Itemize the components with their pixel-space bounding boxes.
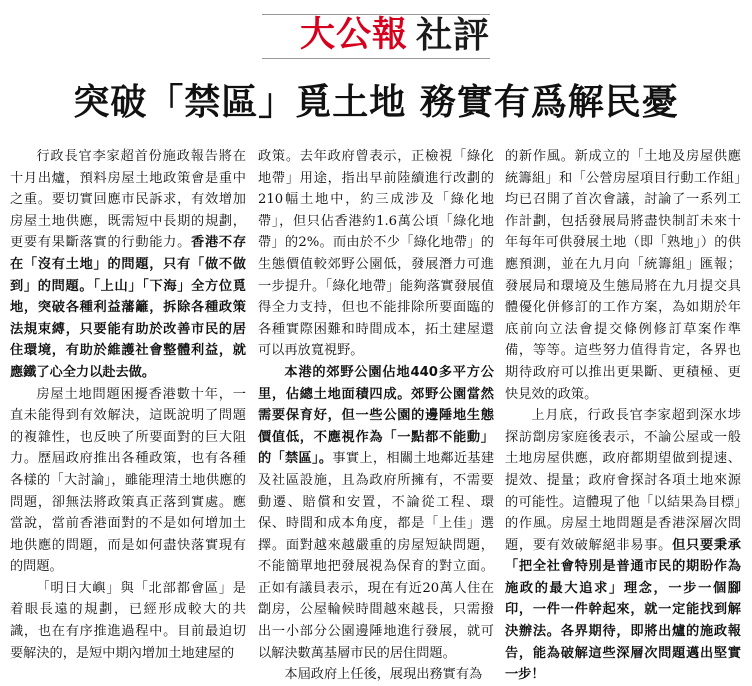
headline: 突破「禁區」覓土地 務實有爲解民憂 xyxy=(73,82,679,123)
paragraph-bold-text: 本港的郊野公園佔地440多平方公里，佔總土地面積四成。郊野公園當然需要保育好，但一些公園的邊陲地生態價值低，不應視作為「一點都不能動」的「禁區」。 xyxy=(258,364,494,467)
paragraph xyxy=(10,146,246,384)
paragraph-bold-text: 香港不存在「沒有土地」的問題，只有「做不做到」的問題。「上山」「下海」全方位覓地，突破各種利益藩籬，拆除各種政策法規束縛，只要能有助於改善市民的居住環境，有助於維護社會整體利益，就應鐵了心全力以赴去做。 xyxy=(10,235,247,380)
section-name: 社評 xyxy=(416,13,491,56)
article-column-3 xyxy=(505,146,741,683)
paragraph: 本屆政府上任後，展現出務實有為 xyxy=(284,667,483,683)
paragraph-text: 行政長官李家超首份施政報告將在十月出爐，預料房屋土地政策會是重中之重。要切實回應市民訴求，有效增加房屋土地供應，既需短中長期的規劃，更要有果斷落實的行動能力。 xyxy=(10,149,246,251)
paragraph-bold-text: 但只要秉承「把全社會特別是普通市民的期盼作為施政的最大追求」理念，一步一個腳印，一件一件幹起來，就一定能找到解決辦法。各界期待，即將出爐的施政報告，能為破解這些深層次問題邁出堅實一步！ xyxy=(505,537,741,683)
paragraph-text: 事實上，相關土地鄰近基建及社區設施，且為政府所擁有，不需要動遷、賠償和安置，不論從工程、環保、時間和成本角度，都是「上佳」選擇。面對越來越嚴重的房屋短缺問題，不能簡單地把發展視為保育的對立面。正如有議員表示，現在有近20萬人住在劏房，公屋輪候時間越來越長，只需撥出一小部分公園邊陲地進行發展，就可以解決數萬基層市民的居住問題。 xyxy=(258,451,495,661)
paragraph: 的新作風。新成立的「土地及房屋供應統籌組」和「公營房屋項目行動工作組」均已召開了首次會議，討論了一系列工作計劃，包括發展局將盡快制訂未來十年每年可供發展土地（即「熟地」）的供應預測，並在九月向「統籌組」匯報；發展局和環境及生態局將在九月提交具體優化併修訂的工作方案，為如期於年底前向立法會提交條例修訂草案作準備，等等。這些努力值得肯定，各界也期待政府可以推出更果斷、更積極、更快見效的政策。 xyxy=(505,149,741,402)
masthead-bottom-rule xyxy=(262,58,490,59)
paragraph-text: 上月底，行政長官李家超到深水埗探訪劏房家庭後表示，不論公屋或一般土地房屋供應，政府都期望做到提速、提效、提量；政府會探討各項土地來源的可能性。這體現了他「以結果為目標」的作風。房屋土地問題是香港深層次問題，要有效破解絕非易事。 xyxy=(505,408,741,553)
article-column-1 xyxy=(10,146,247,661)
paragraph xyxy=(258,362,494,664)
paragraph: 「明日大嶼」與「北部都會區」是着眼長遠的規劃，已經形成較大的共識，也在有序推進過程中。目前最迫切要解決的，是短中期內增加土地建屋的 xyxy=(10,580,246,661)
paragraph: 政策。去年政府曾表示，正檢視「綠化地帶」用途，指出早前陸續進行改劃的210幅土地中，約三成涉及「綠化地帶」，但只佔香港約1.6萬公頃「綠化地帶」的2%。而由於不少「綠化地帶」的生態價值較郊野公園低，發展潛力可進一步提升。「綠化地帶」能夠落實發展值得全力支持，但也不能排除所要面臨的各種實際困難和時間成本，拓土建屋還可以再放寬視野。 xyxy=(258,149,494,359)
masthead-logo xyxy=(300,8,490,56)
paper-name-logo: 大公報 xyxy=(300,14,409,55)
paragraph: 房屋土地問題困擾香港數十年，一直未能得到有效解決，這既說明了問題的複雜性，也反映了所要面對的巨大阻力。歷屆政府推出各種政策，也有各種各樣的「大討論」，雖能理清土地供應的問題，卻無法將政策真正落到實處。應當說，當前香港面對的不是如何增加土地供應的問題，而是如何盡快落實現有的問題。 xyxy=(10,386,246,575)
article-column-2 xyxy=(258,146,495,683)
masthead xyxy=(0,0,752,70)
paragraph xyxy=(505,405,741,686)
